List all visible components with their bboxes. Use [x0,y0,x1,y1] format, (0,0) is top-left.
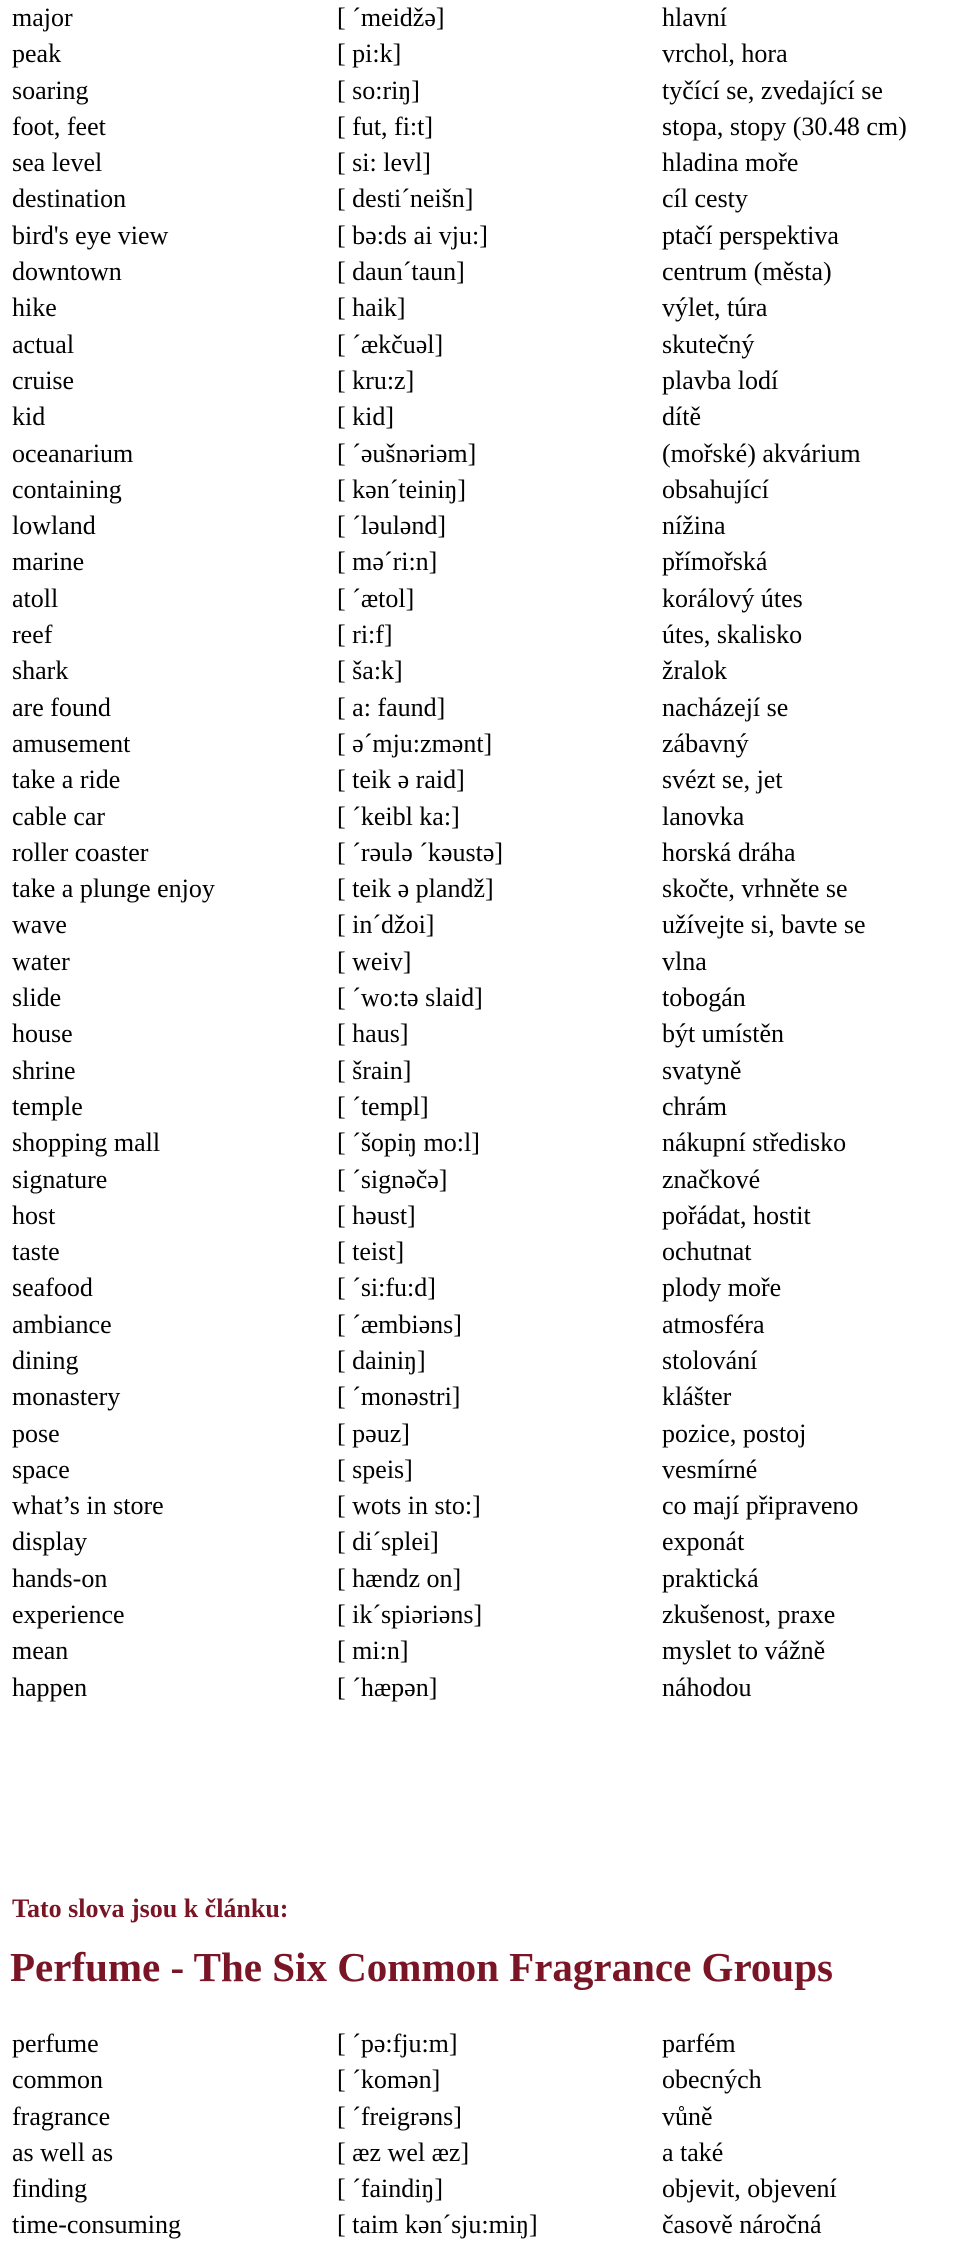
vocab-word: sea level [12,148,103,178]
vocab-row [12,799,960,835]
vocab-pronunciation: [ so:riŋ] [337,75,420,105]
vocab-translation: nákupní středisko [662,1128,847,1158]
vocab-word: display [12,1527,88,1557]
vocab-translation: svézt se, jet [662,765,783,795]
vocab-translation: co mají připraveno [662,1491,859,1521]
vocab-pronunciation: [ haus] [337,1019,409,1049]
vocab-word: as well as [12,2137,114,2167]
vocab-word: hands-on [12,1563,108,1593]
vocab-pronunciation: [ hændz on] [337,1563,462,1593]
vocab-pronunciation: [ desti´neišn] [337,184,474,214]
vocab-word: kid [12,402,46,432]
vocab-translation: obsahující [662,474,769,504]
vocab-row [12,1234,960,1270]
vocab-pronunciation: [ ´freigrəns] [337,2101,462,2131]
vocab-row [12,0,960,36]
vocab-word: reef [12,620,53,650]
vocab-row [12,508,960,544]
vocab-word: house [12,1019,73,1049]
vocab-word: oceanarium [12,438,134,468]
vocab-pronunciation: [ in´džoi] [337,910,435,940]
vocab-word: happen [12,1672,88,1702]
vocab-pronunciation: [ həust] [337,1200,416,1230]
vocab-pronunciation: [ weiv] [337,946,412,976]
vocab-translation: praktická [662,1563,759,1593]
vocab-word: what’s in store [12,1491,164,1521]
vocab-word: cable car [12,801,106,831]
vocab-pronunciation: [ ´wo:tə slaid] [337,983,483,1013]
vocab-word: containing [12,474,122,504]
vocab-row [12,73,960,109]
vocab-row [12,109,960,145]
vocab-translation: dítě [662,402,701,432]
vocab-translation: skočte, vrhněte se [662,874,848,904]
vocab-pronunciation: [ dainiŋ] [337,1345,426,1375]
vocab-pronunciation: [ pi:k] [337,39,402,69]
vocab-word: wave [12,910,67,940]
vocab-row [12,2207,960,2243]
vocab-word: take a plunge enjoy [12,874,215,904]
vocab-translation: vesmírné [662,1454,758,1484]
vocab-word: atoll [12,583,59,613]
vocab-translation: značkové [662,1164,761,1194]
vocab-pronunciation: [ pəuz] [337,1418,410,1448]
vocab-word: actual [12,329,75,359]
vocab-pronunciation: [ kru:z] [337,365,415,395]
vocab-pronunciation: [ kən´teiniŋ] [337,474,467,504]
vocab-word: dining [12,1345,79,1375]
vocab-pronunciation: [ ´faindiŋ] [337,2174,443,2204]
vocab-translation: (mořské) akvárium [662,438,861,468]
vocab-row [12,690,960,726]
vocab-translation: zábavný [662,728,749,758]
vocab-translation: hladina moře [662,148,799,178]
vocab-translation: lanovka [662,801,745,831]
vocab-translation: exponát [662,1527,745,1557]
vocab-pronunciation: [ fut, fi:t] [337,111,434,141]
vocab-translation: stolování [662,1345,758,1375]
vocab-translation: vlna [662,946,707,976]
vocab-translation: parfém [662,2029,736,2058]
vocab-row [12,1089,960,1125]
vocab-word: foot, feet [12,111,106,141]
vocab-row [12,1125,960,1161]
vocab-translation: horská dráha [662,837,796,867]
vocab-pronunciation: [ ´templ] [337,1091,429,1121]
vocab-translation: žralok [662,656,727,686]
vocab-row [12,1488,960,1524]
vocab-translation: skutečný [662,329,755,359]
vocab-translation: plody moře [662,1273,782,1303]
vocab-row [12,436,960,472]
vocab-word: temple [12,1091,83,1121]
vocab-word: fragrance [12,2101,111,2131]
vocab-word: bird's eye view [12,220,169,250]
vocabulary-table [12,0,960,1706]
vocab-row [12,145,960,181]
vocab-translation: hlavní [662,3,727,32]
vocab-word: perfume [12,2029,99,2058]
vocab-pronunciation: [ ´meidžə] [337,3,445,32]
vocab-word: cruise [12,365,75,395]
vocab-word: shrine [12,1055,76,1085]
vocab-pronunciation: [ a: faund] [337,692,446,722]
vocab-row [12,835,960,871]
vocab-row [12,399,960,435]
vocab-word: lowland [12,511,96,541]
vocab-row [12,980,960,1016]
vocab-word: soaring [12,75,89,105]
vocab-translation: klášter [662,1382,732,1412]
vocab-row [12,944,960,980]
vocab-pronunciation: [ bə:ds ai vju:] [337,220,488,250]
vocab-pronunciation: [ šrain] [337,1055,412,1085]
vocab-translation: tobogán [662,983,746,1013]
vocab-word: seafood [12,1273,93,1303]
vocab-row [12,1270,960,1306]
vocab-translation: ochutnat [662,1237,752,1267]
vocab-translation: cíl cesty [662,184,748,214]
vocab-row [12,1016,960,1052]
vocab-word: signature [12,1164,108,1194]
vocab-pronunciation: [ ´əušnəriəm] [337,438,477,468]
vocab-word: major [12,3,73,32]
vocab-word: amusement [12,728,131,758]
vocab-row [12,290,960,326]
vocab-translation: být umístěn [662,1019,785,1049]
vocab-translation: užívejte si, bavte se [662,910,866,940]
vocab-translation: přímořská [662,547,768,577]
vocab-translation: centrum (města) [662,257,832,287]
article-reference-label: Tato slova jsou k článku: [12,1894,289,1923]
vocab-pronunciation: [ teik ə plandž] [337,874,494,904]
vocab-translation: obecných [662,2065,762,2095]
vocab-row [12,1343,960,1379]
vocab-row [12,363,960,399]
vocab-translation: pozice, postoj [662,1418,807,1448]
vocab-word: slide [12,983,62,1013]
vocab-translation: pořádat, hostit [662,1200,811,1230]
vocab-pronunciation: [ ´ækčuəl] [337,329,444,359]
vocab-translation: svatyně [662,1055,742,1085]
vocab-row [12,472,960,508]
vocab-row [12,907,960,943]
vocab-pronunciation: [ ´pə:fju:m] [337,2029,458,2058]
vocab-row [12,617,960,653]
vocab-word: host [12,1200,56,1230]
vocab-translation: chrám [662,1091,727,1121]
vocab-word: taste [12,1237,60,1267]
vocab-row [12,1307,960,1343]
vocab-word: destination [12,184,127,214]
vocab-translation: tyčící se, zvedající se [662,75,883,105]
vocab-pronunciation: [ haik] [337,293,406,323]
vocab-word: peak [12,39,62,69]
vocab-pronunciation: [ ´hæpən] [337,1672,438,1702]
vocab-word: time-consuming [12,2210,181,2240]
vocab-row [12,2026,960,2062]
vocab-translation: vůně [662,2101,713,2131]
article-vocabulary-table [12,2026,960,2244]
vocab-pronunciation: [ ´šopiŋ mo:l] [337,1128,480,1158]
vocab-pronunciation: [ wots in sto:] [337,1491,481,1521]
vocab-row [12,2062,960,2098]
vocab-row [12,1162,960,1198]
vocab-row [12,726,960,762]
vocab-pronunciation: [ æz wel æz] [337,2137,470,2167]
vocab-row [12,1379,960,1415]
vocab-pronunciation: [ speis] [337,1454,413,1484]
vocab-row [12,762,960,798]
vocab-row [12,1524,960,1560]
vocab-pronunciation: [ teik ə raid] [337,765,465,795]
vocab-row [12,1633,960,1669]
vocab-word: downtown [12,257,122,287]
vocab-translation: stopa, stopy (30.48 cm) [662,111,907,141]
vocab-word: water [12,946,70,976]
vocab-word: mean [12,1636,69,1666]
vocab-translation: myslet to vážně [662,1636,826,1666]
vocab-word: take a ride [12,765,121,795]
vocab-row [12,2099,960,2135]
vocab-translation: nacházejí se [662,692,789,722]
vocab-pronunciation: [ ´si:fu:d] [337,1273,436,1303]
vocab-pronunciation: [ ´ætol] [337,583,415,613]
vocab-translation: ptačí perspektiva [662,220,839,250]
vocab-row [12,653,960,689]
vocab-word: ambiance [12,1309,112,1339]
vocab-row [12,1561,960,1597]
vocab-row [12,327,960,363]
vocab-pronunciation: [ ša:k] [337,656,403,686]
vocab-translation: objevit, objevení [662,2174,837,2204]
vocab-pronunciation: [ si: levl] [337,148,431,178]
vocab-pronunciation: [ taim kən´sju:miŋ] [337,2210,538,2240]
vocab-row [12,181,960,217]
vocab-pronunciation: [ ´æmbiəns] [337,1309,462,1339]
vocab-word: shopping mall [12,1128,161,1158]
vocab-translation: nížina [662,511,726,541]
vocab-row [12,254,960,290]
vocab-pronunciation: [ ´monəstri] [337,1382,461,1412]
vocab-pronunciation: [ ´ləulənd] [337,511,447,541]
vocab-pronunciation: [ ik´spiəriəns] [337,1600,483,1630]
article-title[interactable]: Perfume - The Six Common Fragrance Groups [10,1944,833,1990]
vocab-row [12,1198,960,1234]
vocab-row [12,1416,960,1452]
vocab-pronunciation: [ kid] [337,402,395,432]
vocab-pronunciation: [ mə´ri:n] [337,547,438,577]
vocab-row [12,2135,960,2171]
vocab-pronunciation: [ ri:f] [337,620,393,650]
vocab-translation: výlet, túra [662,293,768,323]
vocab-pronunciation: [ ´keibl ka:] [337,801,460,831]
vocab-word: common [12,2065,103,2095]
vocab-row [12,1670,960,1706]
vocab-word: roller coaster [12,837,149,867]
vocab-translation: korálový útes [662,583,803,613]
vocab-pronunciation: [ teist] [337,1237,405,1267]
article-vocabulary-table-body [12,2026,960,2244]
vocab-row [12,2171,960,2207]
vocab-translation: náhodou [662,1672,752,1702]
vocab-translation: vrchol, hora [662,39,788,69]
vocab-row [12,871,960,907]
vocab-word: pose [12,1418,60,1448]
vocab-pronunciation: [ ´rəulə ´kəustə] [337,837,504,867]
vocab-row [12,218,960,254]
vocab-word: monastery [12,1382,121,1412]
vocab-pronunciation: [ daun´taun] [337,257,465,287]
vocab-translation: atmosféra [662,1309,765,1339]
vocab-translation: zkušenost, praxe [662,1600,836,1630]
vocab-row [12,36,960,72]
vocab-row [12,1452,960,1488]
vocab-word: space [12,1454,70,1484]
vocab-translation: a také [662,2137,724,2167]
vocab-pronunciation: [ ´signəčə] [337,1164,448,1194]
vocabulary-table-body [12,0,960,1706]
vocab-word: shark [12,656,69,686]
vocab-word: hike [12,293,57,323]
vocab-word: marine [12,547,85,577]
vocab-translation: časově náročná [662,2210,822,2240]
vocab-pronunciation: [ mi:n] [337,1636,409,1666]
vocab-word: experience [12,1600,125,1630]
vocab-pronunciation: [ di´splei] [337,1527,439,1557]
vocab-translation: útes, skalisko [662,620,803,650]
vocab-pronunciation: [ ə´mju:zmənt] [337,728,493,758]
vocab-row [12,1053,960,1089]
vocab-row [12,581,960,617]
vocab-word: finding [12,2174,88,2204]
vocab-pronunciation: [ ´komən] [337,2065,441,2095]
vocab-translation: plavba lodí [662,365,779,395]
vocab-word: are found [12,692,111,722]
vocab-row [12,544,960,580]
vocab-row [12,1597,960,1633]
